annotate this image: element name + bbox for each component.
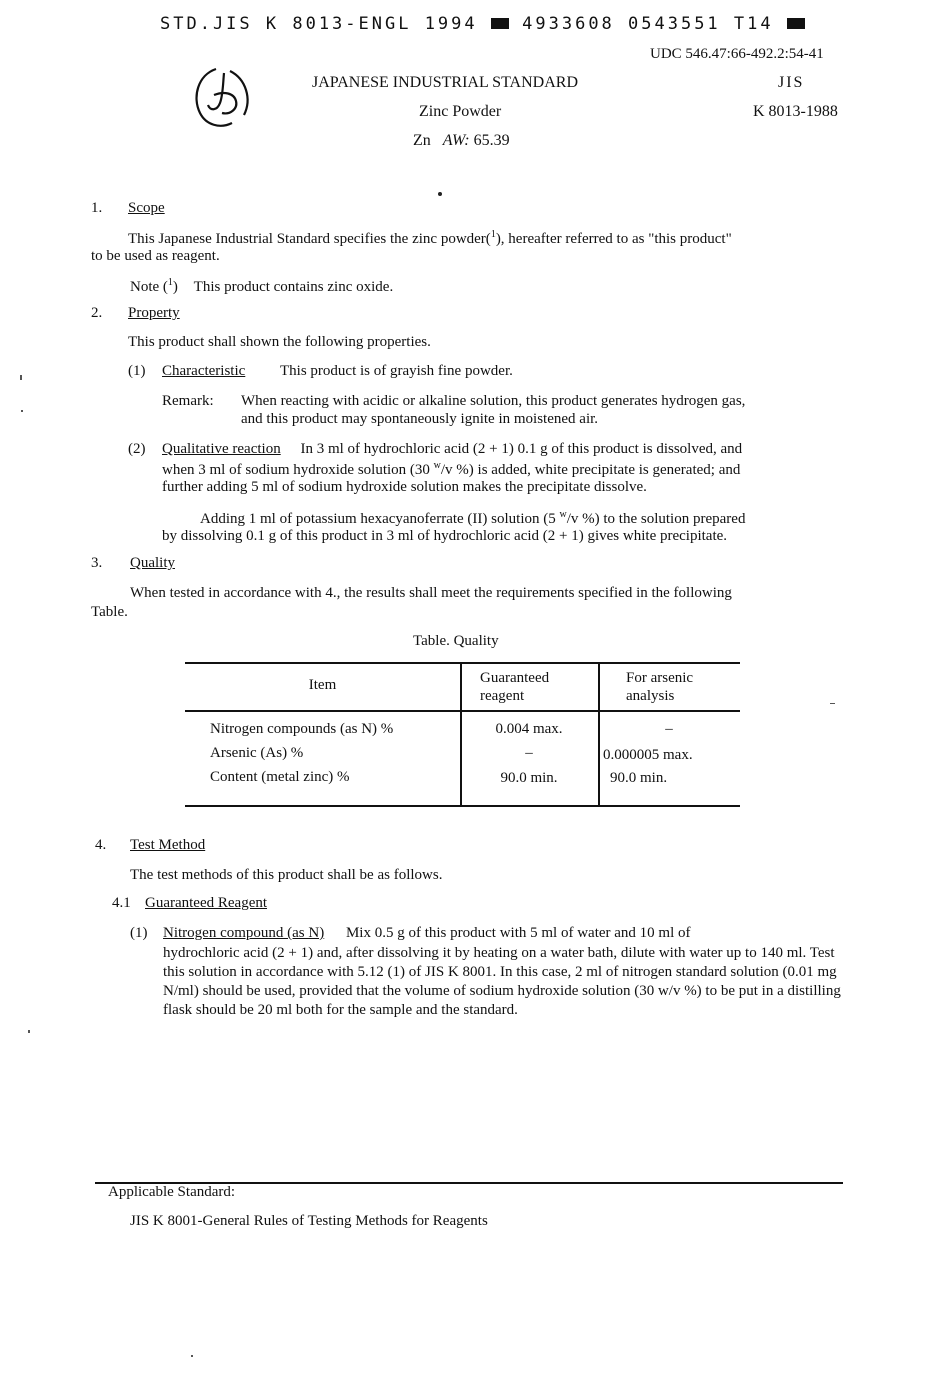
- scan-speck: [21, 410, 23, 412]
- scope-text-b: ), hereafter referred to as "this product": [495, 231, 732, 247]
- header-item: Item: [308, 677, 337, 693]
- addition-text-b: /v %) to the solution prepared: [566, 511, 746, 527]
- test-item-line-1: [163, 925, 691, 942]
- item-2-line-1: [162, 441, 742, 458]
- test-item-body: hydrochloric acid (2 + 1) and, after dissolving it by heating on a water bath, dilute with water up to 140 ml. Test this solution in accordance with 5.12 (1) of JIS K 8001. In this case, 2 ml of nitrogen standard solution (0.01 mg N/ml) should be used, provided that the volume of sodium hydroxide solution (30 w/v %) to be put in a distilling flask should be 20 ml both for the sample and the standard.: [163, 945, 841, 1018]
- jis-logo-icon: [190, 63, 256, 133]
- chemical-formula: Zn: [413, 132, 431, 149]
- section-1-number: 1.: [91, 200, 103, 216]
- scan-speck: [191, 1355, 193, 1357]
- scope-text-a: This Japanese Industrial Standard specifies the zinc powder(: [128, 231, 491, 247]
- barcode-block: [491, 18, 509, 29]
- quality-table: [185, 662, 740, 807]
- section-2-title: Property: [128, 305, 180, 321]
- subsection-title: Guaranteed Reagent: [145, 895, 268, 911]
- row-3-guaranteed: 90.0 min.: [500, 770, 558, 786]
- applicable-standard-ref: JIS K 8001-General Rules of Testing Methods for Reagents: [130, 1213, 488, 1229]
- wv-sup: w: [559, 509, 567, 520]
- document-code-line: [160, 14, 805, 34]
- item-2-text-2a: when 3 ml of sodium hydroxide solution (30: [162, 462, 434, 478]
- item-2-line-3: further adding 5 ml of sodium hydroxide solution makes the precipitate dissolve.: [162, 479, 647, 495]
- footnote-ref: 1: [490, 229, 496, 240]
- standard-title: JAPANESE INDUSTRIAL STANDARD: [312, 74, 578, 91]
- header-rule: [185, 710, 740, 712]
- note-close: ): [172, 279, 178, 295]
- row-2-arsenic: 0.000005 max.: [603, 747, 693, 763]
- row-2-item: Arsenic (As) %: [210, 745, 304, 761]
- applicable-standard-label: Applicable Standard:: [108, 1184, 236, 1200]
- scope-line-1: [128, 229, 732, 248]
- udc-number: UDC 546.47:66-492.2:54-41: [650, 46, 824, 62]
- quality-line-1: When tested in accordance with 4., the results shall meet the requirements specified in the following: [130, 585, 732, 601]
- header-guaranteed: Guaranteed reagent: [480, 670, 550, 704]
- header-arsenic: For arsenic analysis: [626, 670, 694, 704]
- section-4-number: 4.: [95, 837, 107, 853]
- row-1-guaranteed: 0.004 max.: [495, 721, 563, 737]
- aw-label: AW:: [442, 132, 470, 149]
- test-item-number: (1): [130, 925, 148, 941]
- item-2-text-1: In 3 ml of hydrochloric acid (2 + 1) 0.1 g of this product is dissolved, and: [300, 441, 743, 457]
- aw-value: 65.39: [473, 132, 510, 149]
- note-label: Note (: [130, 279, 168, 295]
- section-2-number: 2.: [91, 305, 103, 321]
- item-1-number: (1): [128, 363, 146, 379]
- item-2-number: (2): [128, 441, 146, 457]
- test-item-text-1: Mix 0.5 g of this product with 5 ml of water and 10 ml of: [345, 925, 691, 941]
- section-1-title: Scope: [128, 200, 165, 216]
- barcode-block: [787, 18, 805, 29]
- quality-line-2: Table.: [91, 604, 128, 620]
- section-4-title: Test Method: [130, 837, 206, 853]
- addition-text-a: Adding 1 ml of potassium hexacyanoferrate (II) solution (5: [200, 511, 560, 527]
- item-1-title: Characteristic: [162, 363, 246, 379]
- section-3-number: 3.: [91, 555, 103, 571]
- atomic-weight: [413, 132, 510, 150]
- note-text: This product contains zinc oxide.: [193, 279, 394, 295]
- wv-sup: w: [433, 460, 441, 471]
- scan-speck: [830, 703, 835, 704]
- scan-speck: [20, 375, 22, 380]
- row-1-item: Nitrogen compounds (as N) %: [210, 721, 394, 737]
- remark-line-2: and this product may spontaneously ignite in moistened air.: [241, 411, 599, 427]
- code-mid: 4933608 0543551 T14: [522, 14, 774, 34]
- scan-speck: [438, 192, 442, 196]
- row-2-guaranteed: –: [525, 745, 533, 761]
- addition-line-1: [200, 509, 745, 528]
- test-item-title: Nitrogen compound (as N): [163, 925, 325, 941]
- test-intro: The test methods of this product shall be as follows.: [130, 867, 443, 883]
- subsection-number: 4.1: [112, 895, 131, 911]
- jis-label: JIS: [778, 74, 805, 91]
- item-1-text: This product is of grayish fine powder.: [280, 363, 513, 379]
- scan-speck: [28, 1030, 30, 1033]
- scope-note: [130, 277, 393, 296]
- scope-line-2: to be used as reagent.: [91, 248, 220, 264]
- note-ref: 1: [167, 277, 173, 288]
- row-1-arsenic: –: [665, 721, 673, 737]
- addition-line-2: by dissolving 0.1 g of this product in 3 ml of hydrochloric acid (2 + 1) gives white precipitate.: [162, 528, 728, 544]
- row-3-item: Content (metal zinc) %: [210, 769, 350, 785]
- standard-number: K 8013-1988: [753, 103, 838, 120]
- remark-label: Remark:: [162, 393, 214, 409]
- remark-line-1: When reacting with acidic or alkaline solution, this product generates hydrogen gas,: [241, 393, 746, 409]
- section-3-title: Quality: [130, 555, 175, 571]
- property-intro: This product shall shown the following properties.: [128, 334, 431, 350]
- code-prefix: STD.JIS K 8013-ENGL 1994: [160, 14, 478, 34]
- table-caption: Table. Quality: [413, 633, 499, 649]
- product-name: Zinc Powder: [419, 103, 502, 120]
- row-3-arsenic: 90.0 min.: [610, 770, 668, 786]
- item-2-text-2b: /v %) is added, white precipitate is generated; and: [440, 462, 741, 478]
- item-2-title: Qualitative reaction: [162, 441, 281, 457]
- item-2-line-2: [162, 460, 740, 479]
